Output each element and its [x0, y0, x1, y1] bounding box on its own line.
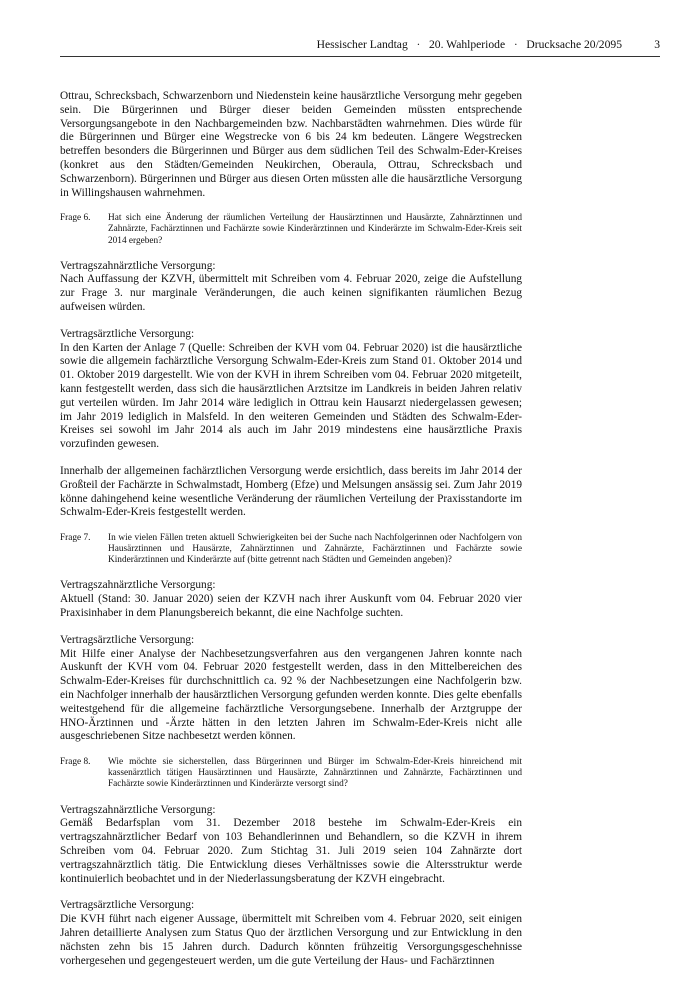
- page-number: 3: [654, 38, 660, 51]
- spacer: [60, 886, 522, 899]
- spacer: [60, 315, 522, 328]
- question-block: [60, 533, 522, 566]
- question-text: In wie vielen Fällen treten aktuell Schwierigkeiten bei der Suche nach Nachfolgerinnen oder Nachfolgern von Hausärztinnen und Hausärzte, Zahnärztinnen und Zahnärzte, Fachärztinnen und Fachärzte sowie Kinderärztinnen und Kinderärzte auf (bitte getrennt nach Städten und Gemeinden angeben)?: [108, 533, 522, 566]
- section-subheading: Vertragsärztliche Versorgung:: [60, 633, 195, 646]
- answer-paragraph: Die KVH führt nach eigener Aussage, übermittelt mit Schreiben vom 4. Februar 2020, seit einigen Jahren detaillierte Analysen zum Status Quo der ärztlichen Versorgung und zur Entwicklung in den nächsten zehn bis 15 Jahren durch. Dadurch könnten frühzeitig Versorgungsgeschehnisse vorhergesehen und gegengesteuert werden, um die gute Verteilung der Haus- und Fachärztinnen: [60, 913, 522, 967]
- question-text: Wie möchte sie sicherstellen, dass Bürgerinnen und Bürger im Schwalm-Eder-Kreis hinreichend mit kassenärztlich tätigen Hausärztinnen und Hausärzte, Zahnärztinnen und Zahnärzte, Fachärztinnen und Fachärzte sowie Kinderärztinnen und Kinderärzte versorgt sind?: [108, 757, 522, 790]
- answer-paragraph: Mit Hilfe einer Analyse der Nachbesetzungsverfahren aus den vergangenen Jahren konnte nach Auskunft der KVH vom 04. Februar 2020 festgestellt werden, dass in den Mittelbereichen des Schwalm-Eder-Kreises für durchschnittlich ca. 92 % der Nachbesetzungen eine Nachfolgerin bzw. ein Nachfolger innerhalb der hausärztlichen Versorgung gefunden werden konnte. Dies gelte ebenfalls weitestgehend für die allgemeine fachärztliche Versorgungsebene. Innerhalb der Arztgruppe der HNO-Ärztinnen und -Ärzte hätten in den letzten Jahren im Schwalm-Eder-Kreis nicht alle ausgeschriebenen Sitze nachbesetzt werden können.: [60, 647, 522, 743]
- section-subheading: Vertragszahnärztliche Versorgung:: [60, 579, 216, 592]
- question-block: [60, 757, 522, 790]
- answer-paragraph: Innerhalb der allgemeinen fachärztlichen Versorgung werde ersichtlich, dass bereits im Jahr 2014 der Großteil der Fachärzte in Schwalmstadt, Homberg (Efze) und Melsungen ansässig sei. Zum Jahr 2019 könne dahingehend keine wesentliche Veränderung der räumlichen Verteilung der Praxisstandorte im Schwalm-Eder-Kreis festgestellt werden.: [60, 465, 522, 519]
- spacer: [60, 791, 522, 804]
- section-subheading: Vertragsärztliche Versorgung:: [60, 899, 195, 912]
- question-label: Frage 6.: [60, 213, 91, 224]
- section-subheading: Vertragszahnärztliche Versorgung:: [60, 803, 216, 816]
- spacer: [60, 200, 522, 213]
- question-block: [60, 213, 522, 246]
- answer-paragraph: Gemäß Bedarfsplan vom 31. Dezember 2018 bestehe im Schwalm-Eder-Kreis ein vertragszahnärztlicher Bedarf von 103 Behandlerinnen und Behandlern, so die KZVH in ihrem Schreiben vom 04. Februar 2020. Zum Stichtag 31. Juli 2019 seien 104 Zahnärzte dort vertragszahnärztlich tätig. Die Entwicklung dieses Verhältnisses sowie die Altersstruktur werde kontinuierlich beobachtet und in der Niederlassungsberatung der KZVH eingebracht.: [60, 817, 522, 885]
- spacer: [60, 744, 522, 757]
- answer-paragraph: Ottrau, Schrecksbach, Schwarzenborn und Niedenstein keine hausärztliche Versorgung mehr gegeben sein. Die Bürgerinnen und Bürger dieser beiden Gemeinden müssten entsprechende Versorgungsangebote in den Nachbargemeinden bzw. Nachbarstädten wahrnehmen. Dies würde für die Bürgerinnen und Bürger eine Wegstrecke von 6 bis 24 km bedeuten. Längere Wegstrecken betreffen besonders die Bürgerinnen und Bürger aus dem südlichen Teil des Schwalm-Eder-Kreises (konkret aus den Städten/Gemeinden Neukirchen, Oberaula, Ottrau, Schrecksbach und Schwarzenborn). Bürgerinnen und Bürger aus diesen Orten müssten alle die hausärztliche Versorgung in Willingshausen wahrnehmen.: [60, 90, 522, 199]
- section-subheading: Vertragsärztliche Versorgung:: [60, 327, 195, 340]
- spacer: [60, 621, 522, 634]
- spacer: [60, 566, 522, 579]
- header-rule: [60, 56, 660, 57]
- header-title: Hessischer Landtag · 20. Wahlperiode · Drucksache 20/2095: [316, 38, 622, 51]
- question-label: Frage 8.: [60, 757, 91, 768]
- spacer: [60, 520, 522, 533]
- section-subheading: Vertragszahnärztliche Versorgung:: [60, 259, 216, 272]
- spacer: [60, 247, 522, 260]
- question-text: Hat sich eine Änderung der räumlichen Verteilung der Hausärztinnen und Hausärzte, Zahnärztinnen und Zahnärzte, Fachärztinnen und Fachärzte sowie Kinderärztinnen und Kinderärzte im Schwalm-Eder-Kreis seit 2014 ergeben?: [108, 213, 522, 246]
- spacer: [60, 452, 522, 465]
- answer-paragraph: Nach Auffassung der KZVH, übermittelt mit Schreiben vom 4. Februar 2020, zeige die Aufstellung zur Frage 3. nur marginale Veränderungen, die auch keinen signifikanten räumlichen Bezug aufweisen würden.: [60, 273, 522, 314]
- document-body: [60, 90, 522, 968]
- question-label: Frage 7.: [60, 533, 91, 544]
- answer-paragraph: In den Karten der Anlage 7 (Quelle: Schreiben der KVH vom 04. Februar 2020) ist die hausärztliche sowie die allgemein fachärztliche Versorgung Schwalm-Eder-Kreis zum Stand 01. Oktober 2014 und 01. Oktober 2019 dargestellt. Wie von der KVH in ihrem Schreiben vom 04. Februar 2020 mitgeteilt, kann festgestellt werden, dass sich die hausärztlichen Arztsitze im Landkreis in beiden Jahren relativ gut verteilen würden. Im Jahr 2014 wäre lediglich in Ottrau kein Hausarzt niedergelassen gewesen; im Jahr 2019 lediglich in Malsfeld. In den weiteren Gemeinden und Städten des Schwalm-Eder-Kreises sei sowohl im Jahr 2014 als auch im Jahr 2019 mindestens eine hausärztliche Praxis vorzufinden gewesen.: [60, 341, 522, 451]
- answer-paragraph: Aktuell (Stand: 30. Januar 2020) seien der KZVH nach ihrer Auskunft vom 04. Februar 2020 vier Praxisinhaber in dem Planungsbereich bekannt, die eine Nachfolge suchten.: [60, 593, 522, 620]
